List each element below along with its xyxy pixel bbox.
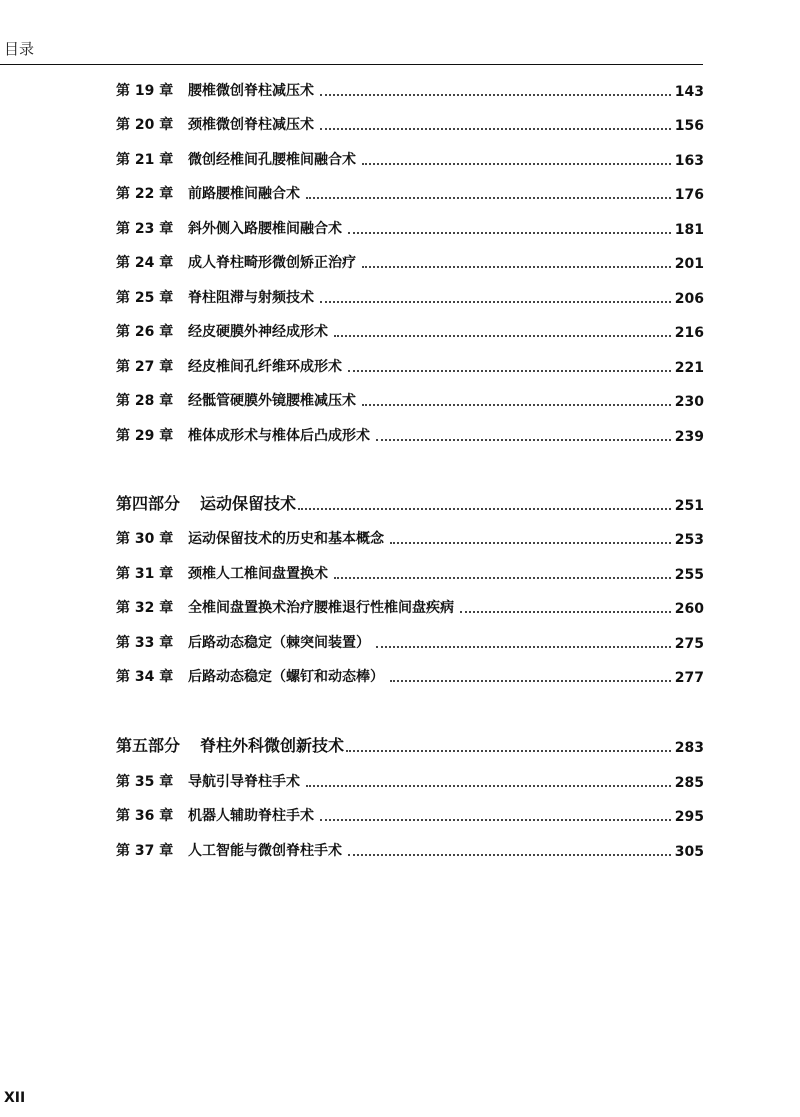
page-number: 201 — [674, 256, 704, 272]
toc-entry-chapter-27[interactable] — [116, 352, 704, 376]
page-number: 176 — [674, 187, 704, 203]
header-rule — [0, 64, 703, 65]
dot-leader — [320, 819, 671, 821]
dot-leader — [362, 404, 671, 406]
page-number: 260 — [674, 601, 704, 617]
dot-leader — [362, 163, 671, 165]
toc-entry-chapter-28[interactable] — [116, 386, 704, 410]
dot-leader — [306, 785, 671, 787]
chapter-title: 椎体成形术与椎体后凸成形术 — [188, 428, 370, 444]
toc-entry-chapter-33[interactable] — [116, 628, 704, 652]
chapter-number: 第 20 章 — [116, 117, 174, 133]
page-number: 163 — [674, 153, 704, 169]
chapter-number: 第 31 章 — [116, 566, 174, 582]
toc-entry-chapter-20[interactable] — [116, 110, 704, 134]
chapter-number: 第 32 章 — [116, 600, 174, 616]
chapter-number: 第 22 章 — [116, 186, 174, 202]
page-number: 283 — [674, 740, 704, 756]
dot-leader — [376, 646, 671, 648]
toc-entry-chapter-24[interactable] — [116, 248, 704, 272]
chapter-number: 第 28 章 — [116, 393, 174, 409]
toc-entry-chapter-19[interactable] — [116, 76, 704, 100]
dot-leader — [320, 94, 671, 96]
dot-leader — [390, 680, 671, 682]
dot-leader — [298, 508, 671, 510]
chapter-title: 微创经椎间孔腰椎间融合术 — [188, 152, 356, 168]
chapter-number: 第 24 章 — [116, 255, 174, 271]
dot-leader — [390, 542, 671, 544]
toc-entry-chapter-31[interactable] — [116, 559, 704, 583]
toc-entry-chapter-34[interactable] — [116, 662, 704, 686]
chapter-title: 机器人辅助脊柱手术 — [188, 808, 314, 824]
toc-entry-chapter-22[interactable] — [116, 179, 704, 203]
toc-entry-chapter-25[interactable] — [116, 283, 704, 307]
page-number: 239 — [674, 429, 704, 445]
page-number: 156 — [674, 118, 704, 134]
chapter-number: 第 25 章 — [116, 290, 174, 306]
dot-leader — [348, 854, 671, 856]
chapter-title: 经皮硬膜外神经成形术 — [188, 324, 328, 340]
chapter-number: 第 19 章 — [116, 83, 174, 99]
dot-leader — [362, 266, 671, 268]
page-number: 181 — [674, 222, 704, 238]
chapter-title: 颈椎人工椎间盘置换术 — [188, 566, 328, 582]
toc-entry-chapter-21[interactable] — [116, 145, 704, 169]
dot-leader — [348, 370, 671, 372]
chapter-number: 第 23 章 — [116, 221, 174, 237]
chapter-title: 人工智能与微创脊柱手术 — [188, 843, 342, 859]
part-number: 第四部分 — [116, 494, 181, 513]
dot-leader — [320, 128, 671, 130]
toc-entry-part-5[interactable] — [116, 732, 704, 756]
page-number: 230 — [674, 394, 704, 410]
dot-leader — [320, 301, 671, 303]
chapter-number: 第 36 章 — [116, 808, 174, 824]
page-number: 295 — [674, 809, 704, 825]
part-title: 运动保留技术 — [200, 494, 297, 513]
page-number: 253 — [674, 532, 704, 548]
page-number: 285 — [674, 775, 704, 791]
page-number: 255 — [674, 567, 704, 583]
chapter-number: 第 33 章 — [116, 635, 174, 651]
page-number: 251 — [674, 498, 704, 514]
chapter-title: 经皮椎间孔纤维环成形术 — [188, 359, 342, 375]
toc-entry-chapter-32[interactable] — [116, 593, 704, 617]
chapter-title: 全椎间盘置换术治疗腰椎退行性椎间盘疾病 — [188, 600, 454, 616]
page-number: 216 — [674, 325, 704, 341]
dot-leader — [460, 611, 671, 613]
chapter-title: 后路动态稳定（棘突间装置） — [188, 635, 370, 651]
chapter-title: 后路动态稳定（螺钉和动态棒） — [188, 669, 384, 685]
chapter-number: 第 35 章 — [116, 774, 174, 790]
chapter-number: 第 34 章 — [116, 669, 174, 685]
chapter-number: 第 27 章 — [116, 359, 174, 375]
dot-leader — [334, 577, 671, 579]
toc-entry-chapter-30[interactable] — [116, 524, 704, 548]
part-title: 脊柱外科微创新技术 — [200, 736, 345, 755]
toc-entry-chapter-29[interactable] — [116, 421, 704, 445]
chapter-title: 脊柱阻滞与射频技术 — [188, 290, 314, 306]
page-number: 275 — [674, 636, 704, 652]
toc-entry-chapter-35[interactable] — [116, 767, 704, 791]
chapter-title: 前路腰椎间融合术 — [188, 186, 300, 202]
chapter-title: 运动保留技术的历史和基本概念 — [188, 531, 384, 547]
dot-leader — [346, 750, 671, 752]
dot-leader — [348, 232, 671, 234]
toc-entry-chapter-36[interactable] — [116, 801, 704, 825]
toc-entry-chapter-37[interactable] — [116, 836, 704, 860]
chapter-title: 经骶管硬膜外镜腰椎减压术 — [188, 393, 356, 409]
dot-leader — [376, 439, 671, 441]
page-number: 221 — [674, 360, 704, 376]
toc-entry-chapter-23[interactable] — [116, 214, 704, 238]
dot-leader — [306, 197, 671, 199]
toc-entry-part-4[interactable] — [116, 490, 704, 514]
chapter-number: 第 29 章 — [116, 428, 174, 444]
chapter-number: 第 37 章 — [116, 843, 174, 859]
page-number: 277 — [674, 670, 704, 686]
page-number: 143 — [674, 84, 704, 100]
dot-leader — [334, 335, 671, 337]
chapter-title: 成人脊柱畸形微创矫正治疗 — [188, 255, 356, 271]
page-number: 206 — [674, 291, 704, 307]
page-folio: XII — [4, 1090, 26, 1106]
chapter-number: 第 26 章 — [116, 324, 174, 340]
chapter-title: 斜外侧入路腰椎间融合术 — [188, 221, 342, 237]
running-header: 目录 — [4, 40, 35, 58]
chapter-title: 腰椎微创脊柱减压术 — [188, 83, 314, 99]
page-number: 305 — [674, 844, 704, 860]
chapter-title: 颈椎微创脊柱减压术 — [188, 117, 314, 133]
toc-entry-chapter-26[interactable] — [116, 317, 704, 341]
chapter-title: 导航引导脊柱手术 — [188, 774, 300, 790]
chapter-number: 第 30 章 — [116, 531, 174, 547]
part-number: 第五部分 — [116, 736, 181, 755]
chapter-number: 第 21 章 — [116, 152, 174, 168]
